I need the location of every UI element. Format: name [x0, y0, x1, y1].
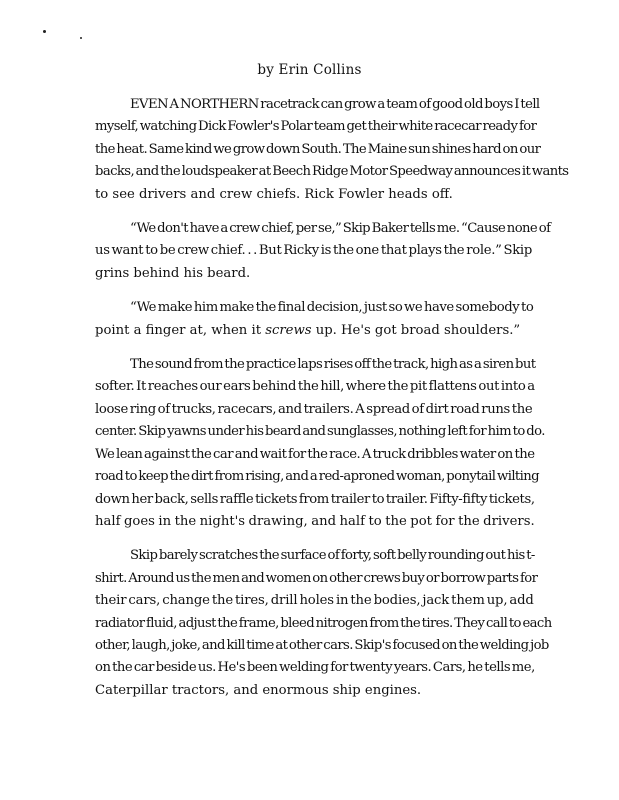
text-line: backs, and the loudspeaker at Beech Ridge Motor Speedway announces it wants	[95, 164, 569, 180]
text-line: We lean against the car and wait for the race. A truck dribbles water on the	[95, 446, 535, 462]
scan-speck	[80, 37, 82, 39]
text-line: myself, watching Dick Fowler's Polar team get their white racecar ready for	[95, 119, 537, 135]
paragraph-3	[95, 297, 535, 342]
text-line: down her back, sells raffle tickets from trailer to trailer. Fifty-fifty tickets,	[95, 491, 535, 507]
text-line: EVEN A NORTHERN racetrack can grow a team of good old boys I tell	[130, 97, 540, 112]
text-line: half goes in the night's drawing, and half to the pot for the drivers.	[95, 513, 535, 529]
text-line	[95, 320, 535, 342]
text-line: radiator fluid, adjust the frame, bleed nitrogen from the tires. They call to each	[95, 615, 552, 631]
text-line: “We don't have a crew chief, per se,” Skip Baker tells me. “Cause none of	[130, 221, 551, 237]
story-body	[95, 94, 569, 714]
text-line: loose ring of trucks, racecars, and trailers. A spread of dirt road runs the	[95, 401, 533, 417]
text-line: grins behind his beard.	[95, 265, 251, 281]
scan-speck	[43, 30, 46, 33]
text-run: up. He's got broad shoulders.”	[311, 322, 521, 338]
text-line: the heat. Same kind we grow down South. The Maine sun shines hard on our	[95, 141, 541, 157]
text-line: road to keep the dirt from rising, and a red-aproned woman, ponytail wilting	[95, 469, 539, 485]
paragraph-2	[95, 218, 551, 285]
text-line: their cars, change the tires, drill holes in the bodies, jack them up, add	[95, 593, 534, 609]
text-line: Skip barely scratches the surface of forty, soft belly rounding out his t-	[130, 548, 535, 564]
paragraph-5	[95, 545, 552, 702]
text-line: “We make him make the final decision, just so we have somebody to	[130, 300, 534, 316]
emphasis-text: screws	[265, 322, 312, 338]
paragraph-4	[95, 354, 545, 533]
text-line: Caterpillar tractors, and enormous ship engines.	[95, 682, 422, 698]
text-line: center. Skip yawns under his beard and sunglasses, nothing left for him to do.	[95, 424, 545, 440]
byline: by Erin Collins	[257, 62, 362, 78]
text-line: The sound from the practice laps rises off the track, high as a siren but	[130, 357, 536, 373]
text-line: shirt. Around us the men and women on other crews buy or borrow parts for	[95, 570, 538, 586]
text-line: other, laugh, joke, and kill time at other cars. Skip's focused on the welding job	[95, 637, 549, 653]
text-run: point a finger at, when it	[95, 322, 266, 338]
text-line: to see drivers and crew chiefs. Rick Fowler heads off.	[95, 186, 453, 202]
text-line: us want to be crew chief. . . But Ricky is the one that plays the role.” Skip	[95, 243, 532, 259]
text-line: on the car beside us. He's been welding for twenty years. Cars, he tells me,	[95, 660, 535, 676]
paragraph-1	[95, 94, 569, 206]
text-line: softer. It reaches our ears behind the hill, where the pit flattens out into a	[95, 379, 535, 395]
